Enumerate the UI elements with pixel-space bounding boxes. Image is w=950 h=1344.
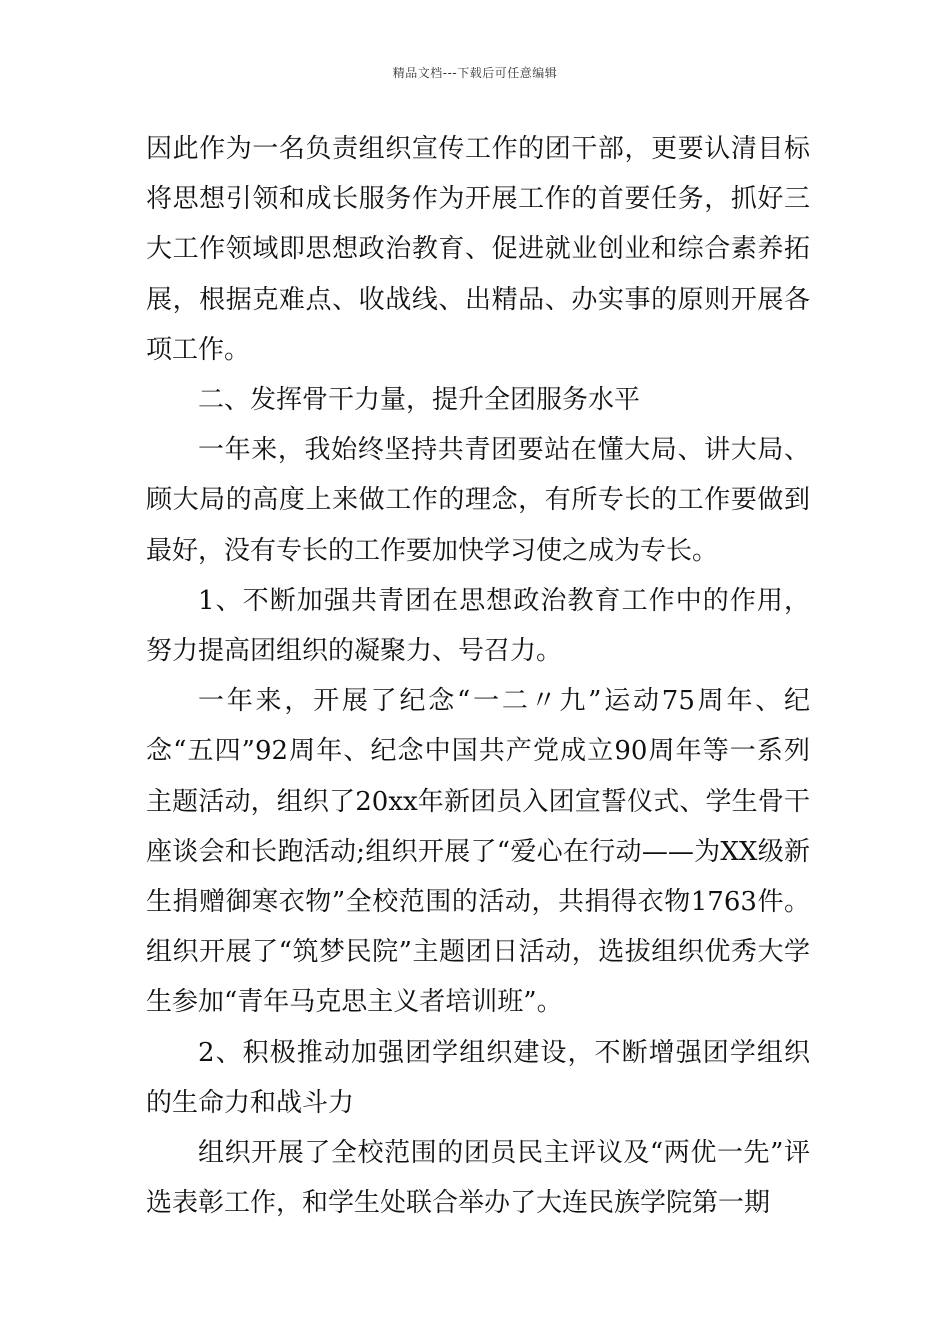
paragraph-activities: 一年来，开展了纪念“一二〃九”运动75周年、纪念“五四”92周年、纪念中国共产党成立90周年等一系列主题活动，组织了20xx年新团员入团宣誓仪式、学生骨干座谈会和长跑活动;组织开展了“爱心在行动——为XX级新生捐赠御寒衣物”全校范围的活动，共捐得衣物1763件。组织开展了“筑梦民院”主题团日活动，选拔组织优秀大学生参加“青年马克思主义者培训班”。 [146,686,810,1018]
document-body [146,124,810,1228]
paragraph-yearly-summary: 一年来，我始终坚持共青团要站在懂大局、讲大局、顾大局的高度上来做工作的理念，有所专长的工作要做到最好，没有专长的工作要加快学习使之成为专长。 [146,435,810,566]
subsection-heading-1: 1、不断加强共青团在思想政治教育工作中的作用，努力提高团组织的凝聚力、号召力。 [146,585,810,667]
page-header: 精品文档---下载后可任意编辑 [392,66,558,80]
subsection-heading-2: 2、积极推动加强团学组织建设，不断增强团学组织的生命力和战斗力 [146,1037,810,1118]
paragraph-intro: 因此作为一名负责组织宣传工作的团干部，更要认清目标将思想引领和成长服务作为开展工作的首要任务，抓好三大工作领域即思想政治教育、促进就业创业和综合素养拓展，根据克难点、收战线、出精品、办实事的原则开展各项工作。 [146,134,810,365]
section-heading-2: 二、发挥骨干力量，提升全团服务水平 [198,385,641,416]
paragraph-organization: 组织开展了全校范围的团员民主评议及“两优一先”评选表彰工作，和学生处联合举办了大连民族学院第一期 [146,1138,810,1219]
